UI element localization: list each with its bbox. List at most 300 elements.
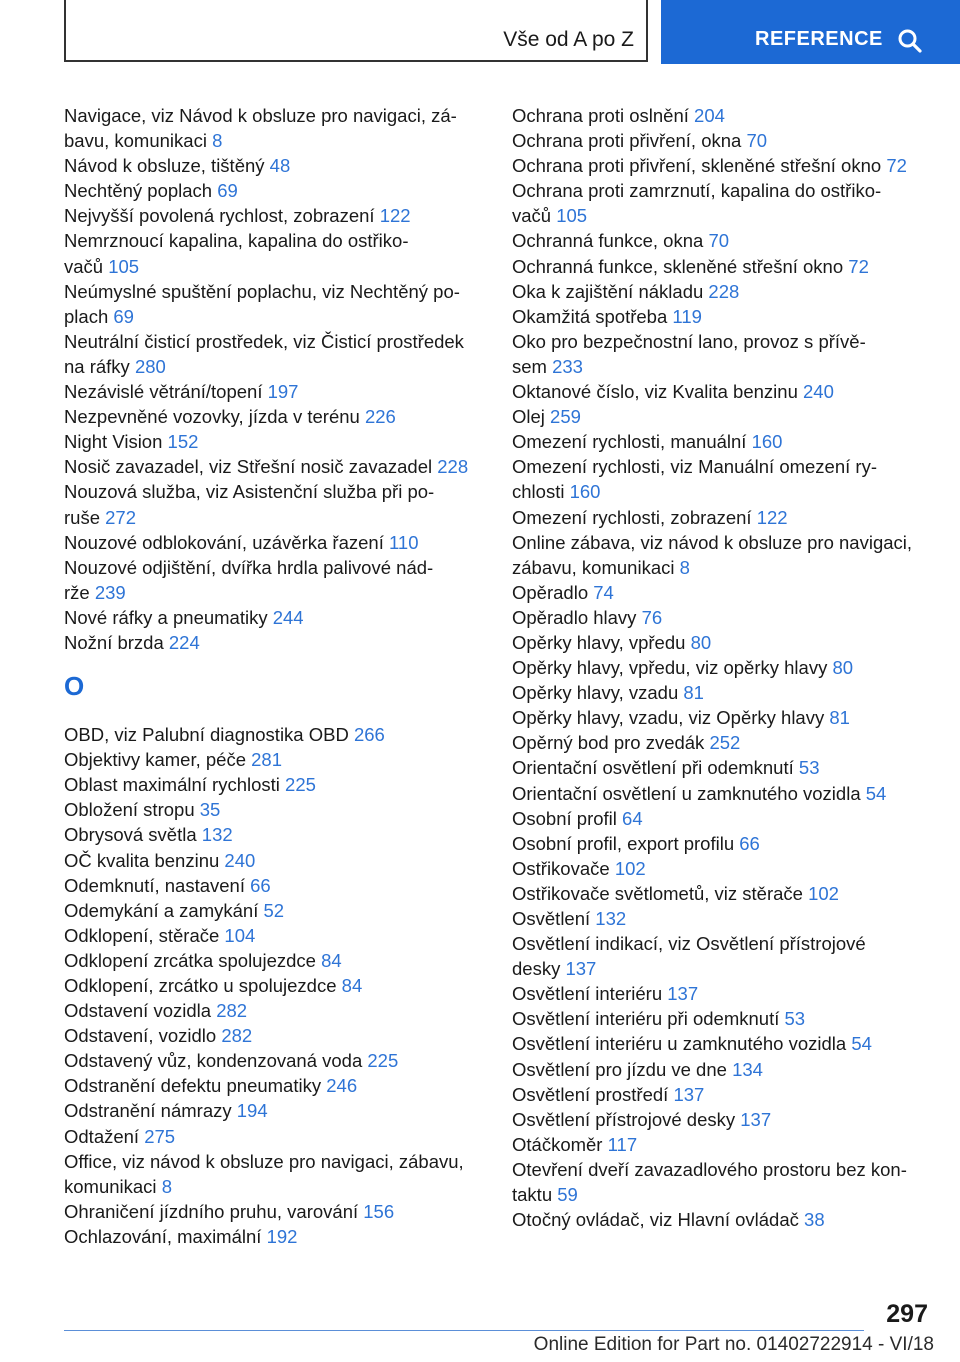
index-entry bbox=[512, 1157, 932, 1207]
index-entry-text bbox=[512, 1132, 932, 1157]
page-reference-link[interactable]: 280 bbox=[134, 355, 166, 377]
page-reference-link[interactable]: 228 bbox=[437, 456, 469, 478]
index-entry bbox=[64, 1048, 484, 1073]
index-entry-text bbox=[64, 848, 484, 873]
page-reference-link[interactable]: 66 bbox=[739, 832, 760, 854]
index-entry-text bbox=[64, 354, 484, 379]
page-reference-link[interactable]: 64 bbox=[622, 807, 643, 829]
page-reference-link[interactable]: 102 bbox=[808, 882, 839, 904]
page-reference-link[interactable]: 84 bbox=[341, 975, 363, 996]
index-entry bbox=[512, 605, 932, 630]
section-header bbox=[64, 0, 648, 62]
index-entry-text bbox=[512, 1057, 932, 1082]
index-entry-term: Ohraničení jízdního pruhu, varování bbox=[64, 1200, 359, 1222]
index-entry-text bbox=[64, 580, 484, 605]
page-reference-link[interactable]: 246 bbox=[326, 1075, 358, 1097]
index-entry-text bbox=[512, 956, 932, 981]
index-entry bbox=[512, 1006, 932, 1031]
index-entry-term: Nové ráfky a pneumatiky bbox=[64, 606, 268, 628]
index-entry-term: Obložení stropu bbox=[64, 799, 195, 821]
page-reference-link[interactable]: 272 bbox=[105, 506, 137, 528]
index-entry-text bbox=[512, 580, 932, 605]
index-column-right bbox=[512, 103, 932, 1232]
index-entry bbox=[512, 1207, 932, 1232]
index-entry bbox=[64, 630, 484, 655]
index-entry bbox=[64, 479, 484, 529]
index-entry-term: Ostřikovače světlometů, viz stěrače bbox=[512, 882, 803, 904]
index-entry-text: Nouzová služba, viz Asistenční služba při po‐ bbox=[64, 481, 435, 503]
page-reference-link[interactable]: 240 bbox=[224, 849, 256, 871]
index-entry bbox=[512, 931, 932, 981]
index-entry bbox=[64, 1149, 484, 1199]
index-entry-text bbox=[64, 605, 484, 630]
page-reference-link[interactable]: 197 bbox=[267, 381, 299, 403]
index-entry bbox=[64, 1023, 484, 1048]
index-entry-text bbox=[512, 806, 932, 831]
index-entry bbox=[512, 630, 932, 655]
page-reference-link[interactable]: 137 bbox=[740, 1108, 772, 1130]
index-entry-term: OČ kvalita benzinu bbox=[64, 849, 220, 871]
index-entry bbox=[64, 822, 484, 847]
index-entry-text bbox=[64, 1174, 484, 1199]
index-entry-term: Nejvyšší povolená rychlost, zobrazení bbox=[64, 205, 375, 227]
page-reference-link[interactable]: 66 bbox=[250, 874, 271, 896]
index-entry bbox=[512, 228, 932, 253]
index-entry bbox=[512, 1031, 932, 1056]
index-entry-text bbox=[512, 755, 932, 780]
index-entry bbox=[64, 1224, 484, 1249]
index-entry-text bbox=[64, 1023, 484, 1048]
index-entry-text bbox=[512, 128, 932, 153]
index-entry bbox=[64, 103, 484, 153]
index-entry bbox=[64, 153, 484, 178]
edition-text: Online Edition for Part no. 01402722914 - VI/18 bbox=[533, 1334, 934, 1355]
page-reference-link[interactable]: 152 bbox=[167, 431, 199, 453]
index-entry bbox=[64, 379, 484, 404]
index-entry bbox=[512, 705, 932, 730]
index-entry bbox=[64, 279, 484, 329]
index-entry-text bbox=[512, 831, 932, 856]
index-entry-text bbox=[64, 203, 484, 228]
page-reference-link[interactable]: 119 bbox=[672, 305, 702, 327]
index-entry-term: vačů bbox=[64, 255, 104, 277]
page-reference-link[interactable]: 160 bbox=[569, 481, 601, 503]
index-entry bbox=[512, 304, 932, 329]
page-reference-link[interactable]: 192 bbox=[266, 1225, 298, 1247]
index-entry bbox=[64, 1073, 484, 1098]
index-column-left bbox=[64, 103, 484, 1249]
index-entry-term: na ráfky bbox=[64, 355, 130, 377]
index-entry bbox=[64, 948, 484, 973]
index-entry-text bbox=[512, 705, 932, 730]
index-entry-term: Nechtěný poplach bbox=[64, 180, 213, 202]
index-entry-term: komunikaci bbox=[64, 1175, 157, 1197]
index-entry-text bbox=[64, 722, 484, 747]
page-reference-link[interactable]: 105 bbox=[556, 205, 588, 227]
page-reference-link[interactable]: 69 bbox=[217, 180, 238, 202]
index-entry-term: Osobní profil, export profilu bbox=[512, 832, 735, 854]
index-entry-term: Oblast maximální rychlosti bbox=[64, 774, 280, 796]
index-entry-term: Omezení rychlosti, manuální bbox=[512, 431, 747, 453]
page-reference-link[interactable]: 225 bbox=[367, 1050, 399, 1072]
page-reference-link[interactable]: 80 bbox=[690, 631, 712, 653]
index-entry bbox=[64, 429, 484, 454]
index-entry bbox=[512, 454, 932, 504]
index-entry bbox=[512, 404, 932, 429]
index-entry-text bbox=[64, 772, 484, 797]
index-entry-term: zábavu, komunikaci bbox=[512, 556, 675, 578]
index-entry-term: Orientační osvětlení u zamknutého vozidla bbox=[512, 782, 861, 804]
page-reference-link[interactable]: 72 bbox=[848, 255, 869, 277]
page-reference-link[interactable]: 282 bbox=[216, 1000, 248, 1022]
index-entry-text bbox=[64, 822, 484, 847]
index-entry-term: rže bbox=[64, 581, 90, 603]
index-entry-text bbox=[512, 1082, 932, 1107]
reference-tab[interactable] bbox=[661, 0, 960, 64]
page-reference-link[interactable]: 81 bbox=[683, 682, 704, 704]
index-entry bbox=[64, 178, 484, 203]
index-entry-text bbox=[64, 153, 484, 178]
index-entry-text bbox=[512, 404, 932, 429]
index-entry-text bbox=[512, 680, 932, 705]
index-entry-term: bavu, komunikaci bbox=[64, 130, 207, 152]
index-entry-text bbox=[64, 128, 484, 153]
page-reference-link[interactable]: 38 bbox=[804, 1209, 825, 1231]
index-entry-text: Neúmyslné spuštění poplachu, viz Nechtěný po‐ bbox=[64, 280, 460, 302]
index-group-o-continued bbox=[512, 103, 932, 1232]
index-entry-term: Odklopení, stěrače bbox=[64, 924, 220, 946]
index-entry-term: Night Vision bbox=[64, 431, 163, 453]
index-entry bbox=[64, 873, 484, 898]
index-entry-term: Osvětlení přístrojové desky bbox=[512, 1108, 736, 1130]
index-entry bbox=[512, 279, 932, 304]
index-entry-term: Odstranění námrazy bbox=[64, 1100, 232, 1122]
index-entry bbox=[64, 973, 484, 998]
index-entry-term: Oktanové číslo, viz Kvalita benzinu bbox=[512, 381, 798, 403]
page-reference-link[interactable]: 225 bbox=[285, 774, 316, 796]
page-reference-link[interactable]: 72 bbox=[886, 155, 907, 177]
index-entry bbox=[64, 605, 484, 630]
index-entry bbox=[512, 680, 932, 705]
index-entry-term: taktu bbox=[512, 1184, 553, 1206]
index-entry-text bbox=[512, 1207, 932, 1232]
index-entry-text bbox=[512, 906, 932, 931]
index-entry-text bbox=[64, 429, 484, 454]
index-entry-text bbox=[512, 429, 932, 454]
index-entry bbox=[512, 1057, 932, 1082]
index-entry-text bbox=[512, 1031, 932, 1056]
index-entry-term: Ochranná funkce, okna bbox=[512, 230, 704, 252]
page-reference-link[interactable]: 35 bbox=[199, 799, 221, 821]
index-entry-text bbox=[64, 1098, 484, 1123]
index-entry bbox=[512, 178, 932, 228]
index-entry bbox=[512, 881, 932, 906]
index-entry bbox=[64, 329, 484, 379]
index-entry bbox=[64, 228, 484, 278]
page-reference-link[interactable]: 156 bbox=[363, 1200, 395, 1222]
page-reference-link[interactable]: 137 bbox=[673, 1083, 705, 1105]
index-entry bbox=[512, 856, 932, 881]
index-entry-term: Osvětlení prostředí bbox=[512, 1083, 669, 1105]
page-reference-link[interactable]: 226 bbox=[364, 406, 396, 428]
page-reference-link[interactable]: 81 bbox=[829, 707, 850, 729]
page-reference-link[interactable]: 8 bbox=[212, 130, 223, 152]
page-reference-link[interactable]: 76 bbox=[641, 606, 663, 628]
index-entry-text bbox=[512, 1182, 932, 1207]
index-entry-text bbox=[64, 254, 484, 279]
index-entry-term: Osvětlení interiéru při odemknutí bbox=[512, 1008, 780, 1030]
index-entry-term: Oka k zajištění nákladu bbox=[512, 280, 704, 302]
index-entry-term: Osobní profil bbox=[512, 807, 617, 829]
index-entry-text: Neutrální čisticí prostředek, viz Čisticí prostředek bbox=[64, 330, 464, 352]
index-entry-term: OBD, viz Palubní diagnostika OBD bbox=[64, 724, 349, 746]
index-entry-term: Osvětlení pro jízdu ve dne bbox=[512, 1058, 727, 1080]
index-entry-text bbox=[512, 981, 932, 1006]
index-entry-term: Opěrky hlavy, vzadu bbox=[512, 682, 679, 704]
index-entry-text bbox=[64, 304, 484, 329]
index-entry-term: Nezávislé větrání/topení bbox=[64, 381, 263, 403]
page-reference-link[interactable]: 122 bbox=[379, 205, 411, 227]
page-reference-link[interactable]: 239 bbox=[94, 581, 126, 603]
index-entry-text bbox=[512, 228, 932, 253]
page-reference-link[interactable]: 252 bbox=[709, 732, 741, 754]
index-entry bbox=[512, 379, 932, 404]
index-entry-term: Opěrky hlavy, vzadu, viz Opěrky hlavy bbox=[512, 707, 825, 729]
index-entry-term: Obrysová světla bbox=[64, 824, 197, 846]
page-reference-link[interactable]: 134 bbox=[732, 1058, 763, 1080]
index-entry bbox=[512, 981, 932, 1006]
index-entry bbox=[512, 806, 932, 831]
index-entry-text bbox=[512, 881, 932, 906]
index-entry bbox=[512, 781, 932, 806]
index-entry-term: desky bbox=[512, 958, 561, 980]
page-reference-link[interactable]: 117 bbox=[607, 1133, 638, 1155]
index-entry-term: Nožní brzda bbox=[64, 631, 164, 653]
index-group-n bbox=[64, 103, 484, 655]
index-entry-text bbox=[512, 354, 932, 379]
index-entry bbox=[512, 153, 932, 178]
index-entry-term: Ochrana proti oslnění bbox=[512, 105, 689, 126]
index-entry bbox=[512, 755, 932, 780]
index-entry-text bbox=[512, 153, 932, 178]
index-entry-text bbox=[64, 530, 484, 555]
index-entry-text bbox=[512, 555, 932, 580]
page-reference-link[interactable]: 8 bbox=[161, 1175, 172, 1197]
page-reference-link[interactable]: 54 bbox=[851, 1033, 872, 1055]
page-reference-link[interactable]: 53 bbox=[798, 757, 820, 779]
page-reference-link[interactable]: 48 bbox=[269, 155, 291, 177]
index-entry-term: Opěradlo bbox=[512, 581, 589, 603]
index-entry bbox=[512, 580, 932, 605]
index-entry-text bbox=[64, 747, 484, 772]
index-entry-term: vačů bbox=[512, 205, 552, 227]
index-entry bbox=[64, 530, 484, 555]
index-entry-text bbox=[64, 178, 484, 203]
index-entry-text bbox=[512, 103, 932, 128]
index-entry-term: Olej bbox=[512, 406, 545, 428]
index-entry-text bbox=[512, 1006, 932, 1031]
index-entry-term: Ochrana proti přivření, okna bbox=[512, 130, 742, 152]
index-entry-term: Osvětlení interiéru u zamknutého vozidla bbox=[512, 1033, 847, 1055]
index-entry-term: chlosti bbox=[512, 481, 565, 503]
index-entry bbox=[512, 429, 932, 454]
page-reference-link[interactable]: 204 bbox=[694, 105, 725, 126]
index-entry-text bbox=[64, 505, 484, 530]
index-entry-text bbox=[512, 279, 932, 304]
index-entry-text bbox=[512, 203, 932, 228]
index-entry bbox=[64, 848, 484, 873]
index-entry-text bbox=[64, 1199, 484, 1224]
index-entry-term: Opěrný bod pro zvedák bbox=[512, 732, 705, 754]
page-reference-link[interactable]: 194 bbox=[236, 1100, 268, 1122]
index-entry-term: Nouzové odblokování, uzávěrka řazení bbox=[64, 531, 384, 553]
index-entry-text bbox=[64, 630, 484, 655]
index-entry-text bbox=[64, 923, 484, 948]
page-reference-link[interactable]: 240 bbox=[803, 381, 834, 403]
index-entry-text: Office, viz návod k obsluze pro navigaci, zábavu, bbox=[64, 1150, 464, 1172]
index-entry-text bbox=[64, 873, 484, 898]
page-reference-link[interactable]: 281 bbox=[251, 749, 283, 771]
index-entry-term: Orientační osvětlení při odemknutí bbox=[512, 757, 794, 779]
index-entry-term: Odstranění defektu pneumatiky bbox=[64, 1075, 322, 1097]
section-title: Vše od A po Z bbox=[503, 28, 634, 51]
index-entry bbox=[64, 454, 484, 479]
page-reference-link[interactable]: 52 bbox=[263, 899, 285, 921]
index-entry-text bbox=[512, 254, 932, 279]
index-entry bbox=[64, 203, 484, 228]
index-entry-text bbox=[64, 998, 484, 1023]
index-entry-text bbox=[64, 948, 484, 973]
page-reference-link[interactable]: 54 bbox=[865, 782, 887, 804]
index-entry-text bbox=[512, 730, 932, 755]
index-entry-term: Ochranná funkce, skleněné střešní okno bbox=[512, 255, 844, 277]
page-reference-link[interactable]: 105 bbox=[108, 255, 140, 277]
index-entry-text: Nemrznoucí kapalina, kapalina do ostřiko‐ bbox=[64, 230, 409, 252]
index-entry bbox=[512, 906, 932, 931]
index-entry-text bbox=[512, 630, 932, 655]
index-entry-text: Otevření dveří zavazadlového prostoru bez kon‐ bbox=[512, 1158, 907, 1180]
index-entry-text bbox=[64, 1124, 484, 1149]
index-entry-text bbox=[512, 505, 932, 530]
page-reference-link[interactable]: 266 bbox=[353, 724, 385, 746]
index-entry-term: Osvětlení interiéru bbox=[512, 983, 663, 1005]
page-reference-link[interactable]: 69 bbox=[113, 305, 134, 327]
page-reference-link[interactable]: 8 bbox=[679, 556, 690, 578]
index-entry bbox=[64, 747, 484, 772]
index-entry-text bbox=[512, 379, 932, 404]
index-entry bbox=[64, 404, 484, 429]
index-entry-text bbox=[512, 304, 932, 329]
page-reference-link[interactable]: 275 bbox=[144, 1125, 176, 1147]
index-entry-term: Odtažení bbox=[64, 1125, 140, 1147]
index-entry-term: Odemknutí, nastavení bbox=[64, 874, 245, 896]
index-entry-text: Osvětlení indikací, viz Osvětlení přístrojové bbox=[512, 933, 866, 955]
index-entry bbox=[512, 655, 932, 680]
index-entry-term: Otáčkoměr bbox=[512, 1133, 603, 1155]
index-entry-text bbox=[512, 1107, 932, 1132]
index-entry bbox=[512, 505, 932, 530]
page-reference-link[interactable]: 228 bbox=[708, 280, 740, 302]
index-entry-term: Okamžitá spotřeba bbox=[512, 305, 668, 327]
index-entry bbox=[64, 797, 484, 822]
index-entry bbox=[64, 772, 484, 797]
index-entry bbox=[512, 254, 932, 279]
page-reference-link[interactable]: 132 bbox=[595, 908, 627, 929]
page-reference-link[interactable]: 53 bbox=[784, 1008, 806, 1030]
page-reference-link[interactable]: 244 bbox=[272, 606, 304, 628]
page-reference-link[interactable]: 70 bbox=[708, 230, 730, 252]
index-entry-text: Omezení rychlosti, viz Manuální omezení ry‐ bbox=[512, 456, 877, 478]
page-reference-link[interactable]: 122 bbox=[756, 506, 788, 528]
index-entry-term: Ostřikovače bbox=[512, 857, 610, 879]
index-entry-text bbox=[64, 898, 484, 923]
index-entry bbox=[512, 730, 932, 755]
index-entry bbox=[512, 1082, 932, 1107]
index-entry-term: ruše bbox=[64, 506, 100, 528]
index-entry-text bbox=[512, 605, 932, 630]
index-entry-text: Navigace, viz Návod k obsluze pro navigaci, zá‐ bbox=[64, 105, 457, 126]
index-entry bbox=[512, 329, 932, 379]
page-reference-link[interactable]: 224 bbox=[168, 631, 200, 653]
index-entry-term: Odklopení, zrcátko u spolujezdce bbox=[64, 975, 337, 996]
index-entry-text bbox=[64, 1048, 484, 1073]
index-entry-text: Online zábava, viz návod k obsluze pro navigaci, bbox=[512, 531, 913, 553]
index-entry-text bbox=[64, 1073, 484, 1098]
index-entry-term: Omezení rychlosti, zobrazení bbox=[512, 506, 752, 528]
index-entry-text bbox=[64, 797, 484, 822]
page-reference-link[interactable]: 59 bbox=[557, 1184, 578, 1206]
page-reference-link[interactable]: 137 bbox=[565, 958, 597, 980]
index-entry-term: Otočný ovládač, viz Hlavní ovládač bbox=[512, 1209, 799, 1231]
page-reference-link[interactable]: 104 bbox=[224, 924, 256, 946]
page-reference-link[interactable]: 233 bbox=[552, 355, 583, 377]
index-entry-term: Opěrky hlavy, vpředu bbox=[512, 631, 686, 653]
page-reference-link[interactable]: 160 bbox=[751, 431, 783, 453]
page-reference-link[interactable]: 259 bbox=[550, 406, 581, 428]
page-reference-link[interactable]: 80 bbox=[832, 657, 854, 679]
page-reference-link[interactable]: 137 bbox=[667, 983, 699, 1005]
index-entry-term: Odstavení vozidla bbox=[64, 1000, 212, 1022]
index-entry-text bbox=[64, 1224, 484, 1249]
footer-divider bbox=[64, 1330, 864, 1331]
index-entry-text bbox=[512, 479, 932, 504]
edition-footer bbox=[64, 1334, 934, 1356]
index-entry-text bbox=[64, 973, 484, 998]
index-entry-term: Osvětlení bbox=[512, 908, 591, 929]
index-entry bbox=[64, 998, 484, 1023]
page-reference-link[interactable]: 102 bbox=[614, 857, 646, 879]
index-entry bbox=[512, 530, 932, 580]
page-reference-link[interactable]: 132 bbox=[201, 824, 233, 846]
page-reference-link[interactable]: 282 bbox=[221, 1025, 253, 1047]
index-entry bbox=[64, 1098, 484, 1123]
index-entry-text bbox=[512, 781, 932, 806]
index-entry-term: Odstavený vůz, kondenzovaná voda bbox=[64, 1050, 363, 1072]
index-entry-term: Nezpevněné vozovky, jízda v terénu bbox=[64, 406, 360, 428]
page-reference-link[interactable]: 84 bbox=[321, 949, 342, 971]
index-entry bbox=[64, 898, 484, 923]
index-entry-term: Návod k obsluze, tištěný bbox=[64, 155, 265, 177]
page-reference-link[interactable]: 110 bbox=[388, 531, 419, 553]
page-reference-link[interactable]: 70 bbox=[746, 130, 768, 152]
search-icon[interactable] bbox=[897, 28, 923, 54]
index-entry-text bbox=[512, 856, 932, 881]
page-reference-link[interactable]: 74 bbox=[593, 581, 614, 603]
index-letter-heading: O bbox=[64, 671, 85, 702]
index-entry-text bbox=[64, 404, 484, 429]
index-entry bbox=[64, 1199, 484, 1224]
index-entry-term: Odklopení zrcátka spolujezdce bbox=[64, 949, 316, 971]
